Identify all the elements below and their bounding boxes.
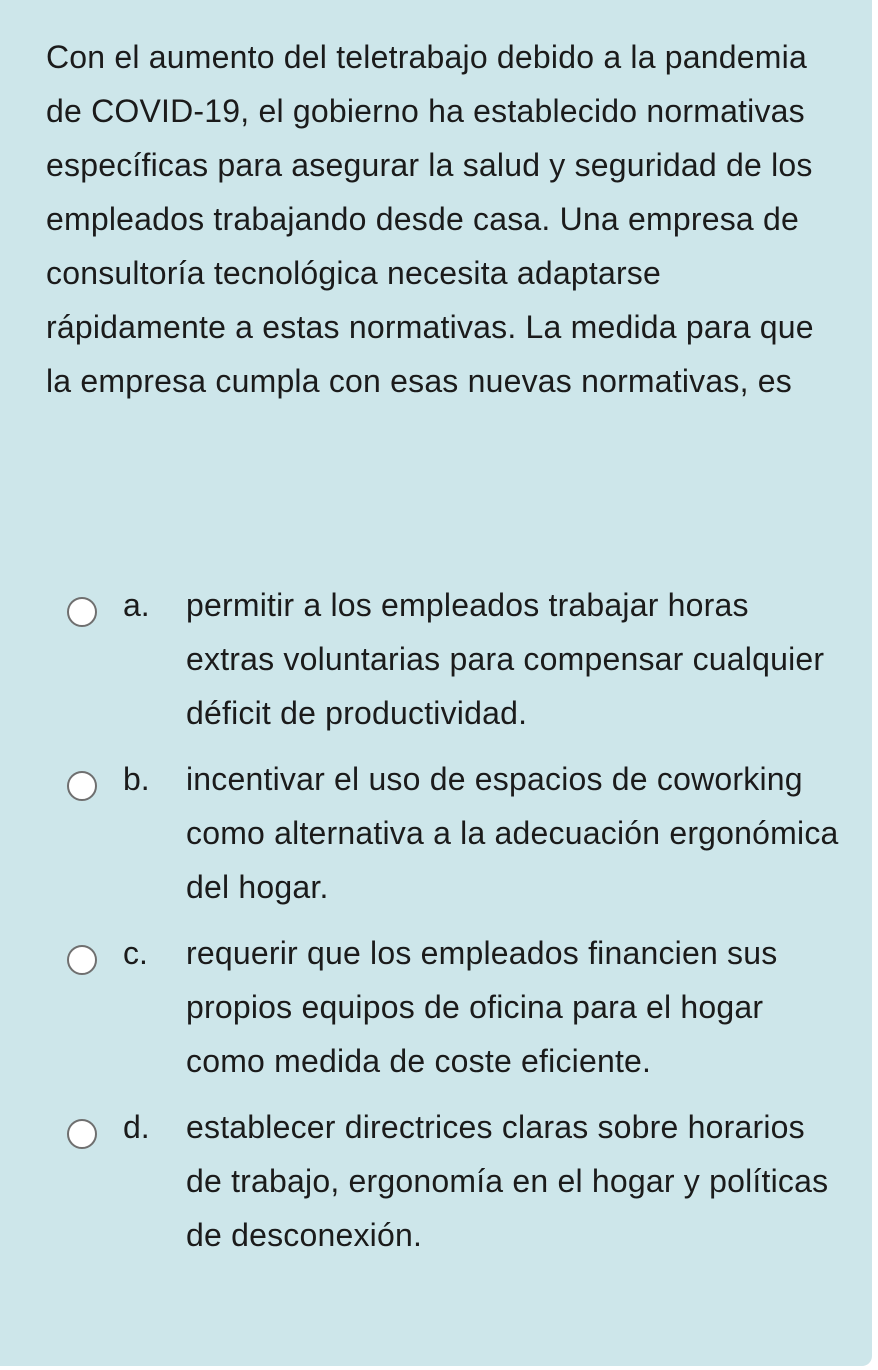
option-letter-a: a. <box>123 587 150 623</box>
question-text: Con el aumento del teletrabajo debido a la pandemia de COVID-19, el gobierno ha establecido normativas específicas para asegurar la salud y seguridad de los empleados trabajando desde casa. Una empresa de consultoría tecnológica necesita adaptarse rápidamente a estas normativas. La medida para que la empresa cumpla con esas nuevas normativas, es <box>46 39 814 399</box>
option-text-d: establecer directrices claras sobre horarios de trabajo, ergonomía en el hogar y políticas de desconexión. <box>186 1109 829 1253</box>
option-c[interactable] <box>0 926 872 1088</box>
radio-button-a[interactable] <box>67 597 97 627</box>
option-letter-c: c. <box>123 935 148 971</box>
radio-button-d[interactable] <box>67 1119 97 1149</box>
radio-button-c[interactable] <box>67 945 97 975</box>
radio-button-b[interactable] <box>67 771 97 801</box>
option-d[interactable] <box>0 1100 872 1262</box>
option-b[interactable] <box>0 752 872 914</box>
option-text-c: requerir que los empleados financien sus propios equipos de oficina para el hogar como medida de coste eficiente. <box>186 935 778 1079</box>
option-letter-d: d. <box>123 1109 150 1145</box>
answer-options <box>0 578 872 1274</box>
option-a[interactable] <box>0 578 872 740</box>
option-letter-b: b. <box>123 761 150 797</box>
option-text-a: permitir a los empleados trabajar horas extras voluntarias para compensar cualquier déficit de productividad. <box>186 587 825 731</box>
option-text-b: incentivar el uso de espacios de coworking como alternativa a la adecuación ergonómica del hogar. <box>186 761 839 905</box>
